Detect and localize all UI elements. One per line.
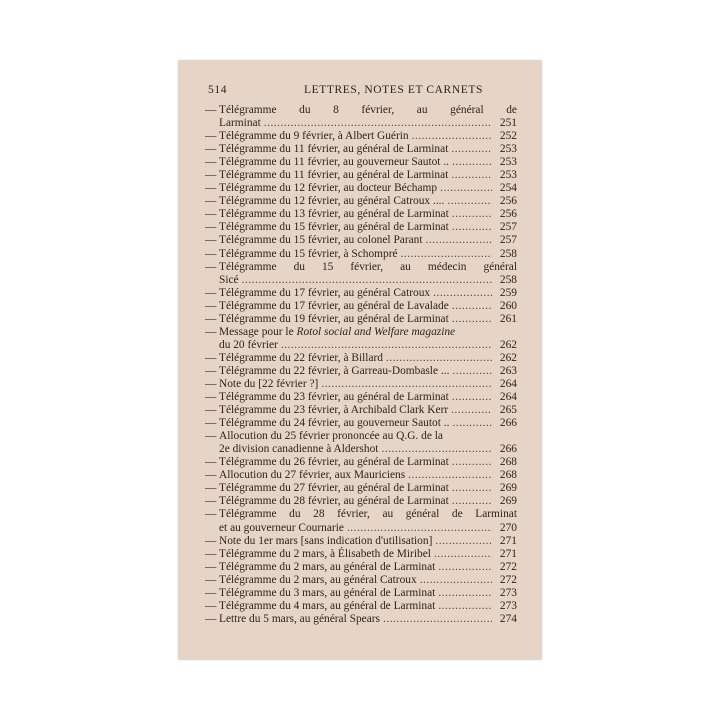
dot-leader [452,221,492,234]
dot-leader [452,300,492,313]
entry-line [219,548,517,561]
entry-line [219,352,517,365]
entry-text: Sicé [219,273,239,286]
toc-entry [205,430,517,456]
entry-page-number: 258 [499,247,517,260]
entry-page-number: 253 [499,143,517,156]
entry-dash: — [205,534,217,547]
entry-text: Lettre du 5 mars, au général Spears [219,612,380,625]
dot-leader [412,130,492,143]
entry-text-line: Télégramme du 8 février, au général de [219,104,517,116]
toc-entry [205,287,517,300]
entry-page-number: 269 [499,482,517,495]
book-page [178,60,542,660]
entry-page-number: 272 [499,560,517,573]
entry-dash: — [205,234,217,247]
entry-dash: — [205,169,217,182]
entry-dash: — [205,430,217,443]
entry-line [219,143,517,156]
entry-line [219,248,517,261]
entry-dash: — [205,469,217,482]
entry-page-number: 272 [499,573,517,586]
dot-leader [242,274,492,287]
entry-page-number: 273 [499,586,517,599]
entry-dash: — [205,573,217,586]
entry-text-line: Télégramme du 28 février, au général de Larminat [219,508,517,521]
entry-page-number: 261 [499,312,517,325]
entry-text: Télégramme du 22 février, à Billard [219,351,384,364]
entry-text: Message pour le [219,325,297,338]
entry-text: Télégramme du 22 février, à Garreau-Dombasle ... [219,364,450,377]
entry-line [219,600,517,613]
entry-line [219,365,517,378]
entry-page-number: 257 [499,221,517,234]
entry-text-line: Télégramme du 15 février, au médecin général [219,260,517,273]
entry-line [219,313,517,326]
entry-dash: — [205,547,217,560]
entry-line [219,561,517,574]
entry-line [219,287,517,300]
entry-line [219,522,517,535]
entry-dash: — [205,286,217,299]
toc-entry [205,326,517,352]
entry-line [219,443,517,456]
dot-leader [452,482,492,495]
toc-entry [205,600,517,613]
entry-line [219,182,517,195]
toc-entry [205,456,517,469]
entry-text: Télégramme du 4 mars, au général de Larminat [219,599,436,612]
dot-leader [452,391,492,404]
toc-entry [205,417,517,430]
toc-entry [205,548,517,561]
entry-dash: — [205,377,217,390]
entry-dash: — [205,508,217,521]
entry-line [219,469,517,482]
entry-line [219,274,517,287]
entry-page-number: 268 [499,456,517,469]
entry-text: Télégramme du 11 février, au gouverneur Sautot .. [219,156,450,169]
entry-text: Télégramme du 17 février, au général Catroux [219,286,431,299]
entry-page-number: 268 [499,469,517,482]
entry-dash: — [205,495,217,508]
dot-leader [420,574,492,587]
toc-entry [205,182,517,195]
toc-entry [205,104,517,130]
entry-dash: — [205,456,217,469]
entry-line [219,208,517,221]
entry-line [219,117,517,130]
dot-leader [435,535,492,548]
entry-dash: — [205,417,217,430]
entry-page-number: 254 [499,182,517,195]
toc-entry [205,169,517,182]
entry-text: Télégramme du 15 février, au colonel Parant [219,234,423,247]
toc-entry [205,352,517,365]
dot-leader [438,600,492,613]
entry-text: Télégramme du 2 mars, au général de Larminat [219,560,436,573]
entry-dash: — [205,599,217,612]
table-of-contents [205,104,517,626]
page-number: 514 [208,84,228,96]
toc-entry [205,248,517,261]
page-header [208,84,508,98]
entry-dash: — [205,312,217,325]
entry-text: Télégramme du 11 février, au général de Larminat [219,169,449,182]
toc-entry [205,195,517,208]
dot-leader [347,522,492,535]
entry-line [219,169,517,182]
toc-entry [205,130,517,143]
entry-page-number: 253 [499,169,517,182]
toc-entry [205,495,517,508]
toc-entry [205,391,517,404]
entry-page-number: 264 [499,377,517,390]
dot-leader [452,417,492,430]
entry-line [219,391,517,404]
entry-page-number: 259 [499,286,517,299]
entry-line [219,378,517,391]
entry-dash: — [205,325,217,338]
entry-text: Télégramme du 3 mars, au général de Larminat [219,586,436,599]
entry-text-line: Allocution du 25 février prononcée au Q.G. de la [219,430,443,443]
toc-entry [205,234,517,247]
entry-page-number: 262 [499,338,517,351]
entry-dash: — [205,391,217,404]
toc-entry [205,574,517,587]
entry-line [219,587,517,600]
entry-text: et au gouverneur Cournarie [219,521,344,534]
entry-dash: — [205,351,217,364]
entry-text: Télégramme du 9 février, à Albert Guérin [219,130,409,143]
dot-leader [452,208,492,221]
entry-text: Télégramme du 15 février, au général de Larminat [219,221,449,234]
entry-page-number: 271 [499,534,517,547]
entry-page-number: 266 [499,417,517,430]
entry-text: Télégramme du 17 février, au général de Lavalade [219,299,449,312]
entry-page-number: 269 [499,495,517,508]
entry-dash: — [205,208,217,221]
toc-entry [205,404,517,417]
toc-entry [205,561,517,574]
dot-leader [281,339,492,352]
dot-leader [386,352,492,365]
dot-leader [433,287,492,300]
entry-text: Télégramme du 19 février, au général de Larminat [219,312,449,325]
entry-text: Note du [22 février ?] [219,377,319,390]
dot-leader [434,548,492,561]
toc-entry [205,300,517,313]
entry-text: Télégramme du 28 février, au général de Larminat [219,495,449,508]
entry-dash: — [205,364,217,377]
toc-entry [205,613,517,626]
entry-page-number: 263 [499,364,517,377]
entry-text-line [219,326,517,339]
entry-text: Télégramme du 11 février, au général de Larminat [219,143,449,156]
entry-line [219,195,517,208]
entry-text: 2e division canadienne à Aldershot [219,443,379,456]
dot-leader [438,587,492,600]
entry-text: Télégramme du 23 février, au général de Larminat [219,391,449,404]
dot-leader [438,561,492,574]
entry-dash: — [205,130,217,143]
toc-entry [205,469,517,482]
entry-text: Télégramme du 24 février, au gouverneur Sautot .. [219,417,450,430]
entry-text: Télégramme du 15 février, à Schompré [219,247,398,260]
running-title: LETTRES, NOTES ET CARNETS [304,84,483,96]
entry-dash: — [205,260,217,273]
entry-line [219,234,517,247]
dot-leader [452,156,492,169]
entry-page-number: 258 [499,273,517,286]
entry-page-number: 264 [499,391,517,404]
entry-page-number: 265 [499,404,517,417]
entry-line [219,130,517,143]
entry-page-number: 251 [499,117,517,130]
toc-entry [205,143,517,156]
toc-entry [205,208,517,221]
entry-line [219,482,517,495]
entry-page-number: 271 [499,547,517,560]
entry-page-number: 273 [499,599,517,612]
dot-leader [426,234,492,247]
dot-leader [381,443,492,456]
entry-text: Télégramme du 26 février, au général de Larminat [219,456,449,469]
entry-text: Allocution du 27 février, aux Mauriciens [219,469,406,482]
entry-line [219,574,517,587]
entry-text: Télégramme du 2 mars, à Élisabeth de Miribel [219,547,431,560]
entry-dash: — [205,560,217,573]
dot-leader [451,169,492,182]
dot-leader [451,143,492,156]
toc-entry [205,482,517,495]
entry-line [219,300,517,313]
entry-dash: — [205,404,217,417]
dot-leader [447,195,492,208]
entry-text: Télégramme du 23 février, à Archibald Clark Kerr [219,404,449,417]
entry-text: Larminat [219,117,261,130]
entry-dash: — [205,143,217,156]
entry-page-number: 257 [499,234,517,247]
entry-page-number: 252 [499,130,517,143]
entry-dash: — [205,586,217,599]
entry-dash: — [205,299,217,312]
entry-page-number: 262 [499,351,517,364]
entry-line [219,456,517,469]
entry-page-number: 266 [499,443,517,456]
toc-entry [205,365,517,378]
entry-line [219,339,517,352]
entry-text: Note du 1er mars [sans indication d'utilisation] [219,534,433,547]
entry-page-number: 256 [499,208,517,221]
entry-text: Télégramme du 13 février, au général de Larminat [219,208,449,221]
entry-line [219,404,517,417]
entry-text: Télégramme du 12 février, au docteur Béchamp [219,182,438,195]
dot-leader [451,404,492,417]
entry-dash: — [205,482,217,495]
dot-leader [452,456,492,469]
dot-leader [264,117,492,130]
entry-dash: — [205,182,217,195]
entry-line [219,613,517,626]
dot-leader [401,248,492,261]
entry-page-number: 270 [499,521,517,534]
entry-dash: — [205,221,217,234]
entry-page-number: 274 [499,612,517,625]
toc-entry [205,261,517,287]
toc-entry [205,535,517,548]
dot-leader [383,613,492,626]
entry-line [219,221,517,234]
entry-dash: — [205,612,217,625]
entry-line [219,495,517,508]
toc-entry [205,587,517,600]
toc-entry [205,313,517,326]
entry-text: Télégramme du 12 février, au général Catroux .... [219,195,445,208]
entry-text: Télégramme du 27 février, au général de Larminat [219,482,449,495]
entry-text: du 20 février [219,338,278,351]
dot-leader [452,365,492,378]
entry-dash: — [205,104,217,116]
toc-entry [205,378,517,391]
toc-entry [205,221,517,234]
entry-dash: — [205,195,217,208]
toc-entry [205,156,517,169]
entry-title-italic: Rotol social and Welfare magazine [296,325,456,338]
entry-dash: — [205,156,217,169]
entry-line [219,156,517,169]
dot-leader [440,182,492,195]
entry-text: Télégramme du 2 mars, au général Catroux [219,573,417,586]
entry-page-number: 260 [499,299,517,312]
entry-line [219,535,517,548]
entry-line [219,417,517,430]
dot-leader [452,313,492,326]
entry-page-number: 256 [499,195,517,208]
entry-page-number: 253 [499,156,517,169]
dot-leader [408,469,492,482]
dot-leader [321,378,492,391]
dot-leader [452,495,492,508]
entry-dash: — [205,247,217,260]
toc-entry [205,508,517,534]
